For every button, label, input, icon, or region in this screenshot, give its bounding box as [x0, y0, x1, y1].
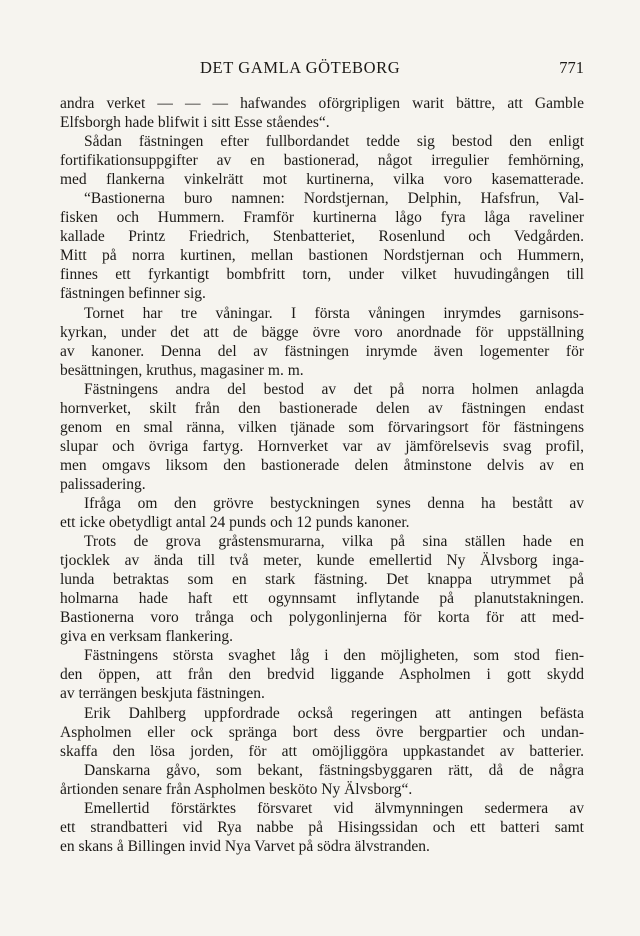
text-line: Danskarna gåvo, som bekant, fästningsbyggaren rätt, då de några — [84, 761, 584, 779]
text-line: av kanoner. Denna del av fästningen inrymde även logementer för — [60, 342, 584, 360]
text-line: holmarna hade haft ett ogynnsamt inflytande på planutstakningen. — [60, 590, 584, 608]
text-line: ett strandbatteri vid Rya nabbe på Hisingssidan och ett batteri samt — [60, 818, 584, 836]
body-text — [60, 94, 584, 856]
text-line: den öppen, att från den bredvid liggande Aspholmen i gott skydd — [60, 666, 584, 684]
text-line: fästningen befinner sig. — [60, 285, 206, 303]
text-line: Tornet har tre våningar. I första våningen inrymdes garnisons- — [84, 304, 584, 322]
text-line: Aspholmen eller ock spränga bort dess övre bergpartier och undan- — [60, 723, 584, 741]
text-line: kyrkan, under det att de bägge övre voro anordnade för uppställning — [60, 323, 584, 341]
text-line: skaffa den lösa jorden, för att omöjliggöra uppkastandet av batterier. — [60, 742, 584, 760]
text-line: “Bastionerna buro namnen: Nordstjernan, Delphin, Hafsfrun, Val- — [84, 190, 584, 208]
text-line: Fästningens andra del bestod av det på norra holmen anlagda — [84, 380, 584, 398]
text-line: palissadering. — [60, 475, 146, 493]
text-line: finnes ett fyrkantigt bombfritt torn, under vilket huvudingången till — [60, 266, 584, 284]
text-line: ett icke obetydligt antal 24 punds och 12 punds kanoner. — [60, 514, 410, 532]
text-line: Erik Dahlberg uppfordrade också regeringen att antingen befästa — [84, 704, 584, 722]
text-line: giva en verksam flankering. — [60, 628, 234, 646]
text-line: av terrängen beskjuta fästningen. — [60, 685, 265, 703]
text-line: Emellertid förstärktes försvaret vid älvmynningen sedermera av — [84, 799, 584, 817]
text-line: tjocklek av ända till två meter, kunde emellertid Ny Älvsborg inga- — [60, 552, 584, 570]
text-line: en skans å Billingen invid Nya Varvet på södra älvstranden. — [60, 837, 430, 855]
text-line: Sådan fästningen efter fullbordandet tedde sig bestod den enligt — [84, 133, 584, 151]
text-line: andra verket — — — hafwandes oförgripligen warit bättre, att Gamble — [60, 95, 584, 112]
page-number: 771 — [559, 58, 584, 77]
text-line: genom en smal ränna, vilken tjänade som förvaringsort för fästningens — [60, 418, 584, 436]
text-line: fortifikationsuppgifter av en bastionerad, något irregulier femhörning, — [60, 152, 584, 170]
text-line: Trots de grova gråstensmurarna, vilka på sina ställen hade en — [84, 533, 584, 551]
text-line: kallade Printz Friedrich, Stenbatteriet, Rosenlund och Vedgården. — [60, 228, 584, 246]
text-line: men omgavs liksom den bastionerade delen åtminstone delvis av en — [60, 456, 584, 474]
text-line: hornverket, skilt från den bastionerade delen av fästningen endast — [60, 399, 584, 417]
text-line: Bastionerna voro trånga och polygonlinjerna för korta för att med- — [60, 609, 584, 627]
text-line: årtionden senare från Aspholmen besköto Ny Älvsborg“. — [60, 780, 413, 798]
text-line: besättningen, kruthus, magasiner m. m. — [60, 361, 304, 379]
text-line: Mitt på norra kurtinen, mellan bastionen Nordstjernan och Hummern, — [60, 247, 584, 265]
text-line: fisken och Hummern. Framför kurtinerna lågo fyra låga raveliner — [60, 209, 584, 227]
page-header — [60, 58, 584, 80]
running-title: DET GAMLA GÖTEBORG — [200, 58, 401, 77]
text-line: lunda betraktas som en stark fästning. Det knappa utrymmet på — [60, 571, 584, 589]
text-line: Elfsborgh hade blifwit i sitt Esse ståendes“. — [60, 114, 330, 132]
text-line: slupar och övriga fartyg. Hornverket var av jämförelsevis svag profil, — [60, 437, 584, 455]
text-line: Fästningens största svaghet låg i den möjligheten, som stod fien- — [84, 647, 584, 665]
text-line: Ifråga om den grövre bestyckningen synes denna ha bestått av — [84, 494, 584, 512]
text-line: med flankerna vinkelrätt mot kurtinerna, vilka voro kasematterade. — [60, 171, 584, 189]
